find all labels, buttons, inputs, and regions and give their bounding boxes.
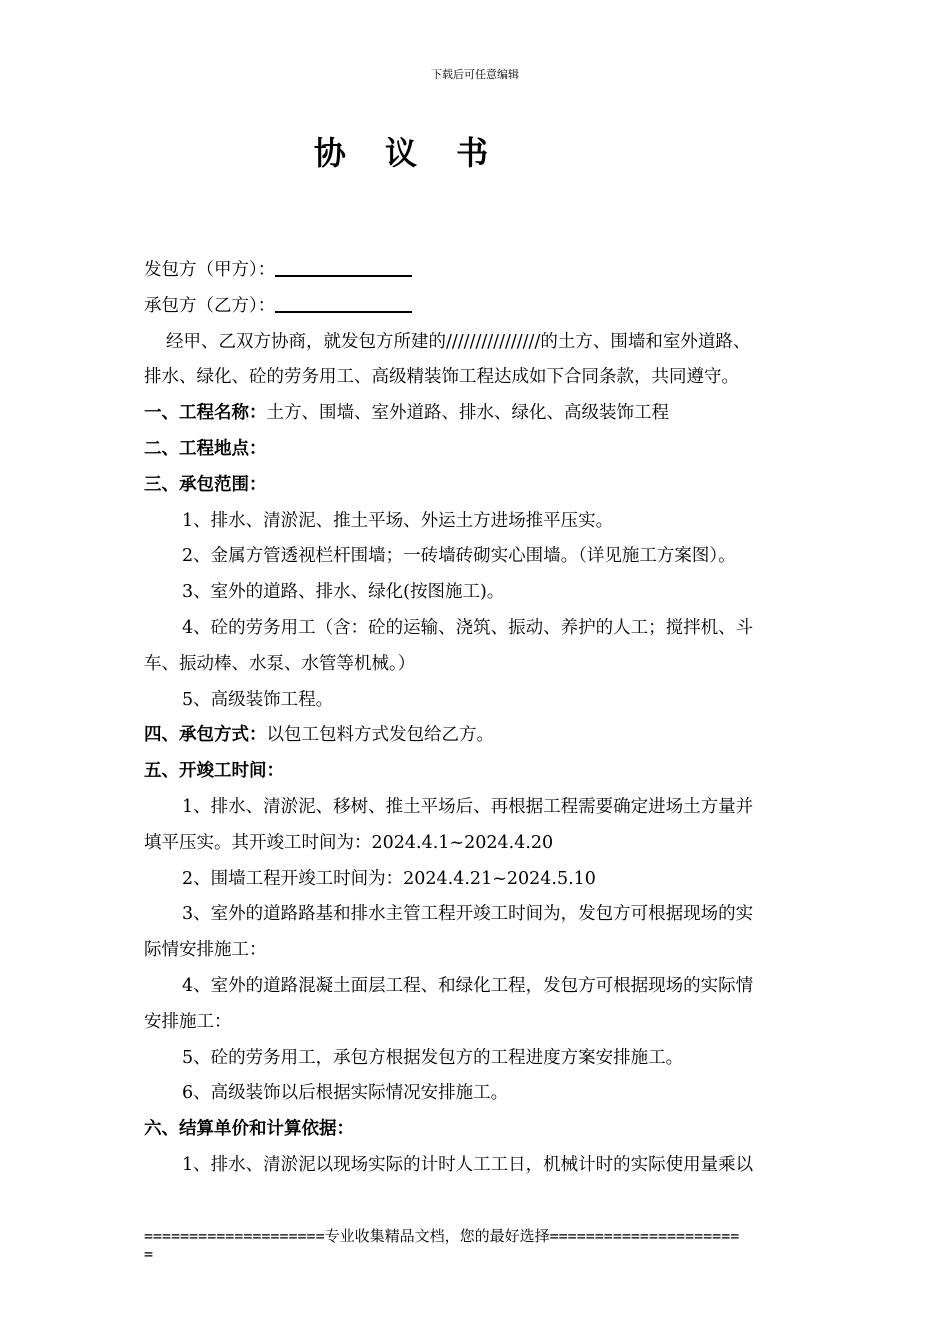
footer-line-2: = <box>144 1245 154 1263</box>
section-6-item-1-line-1: 1、排水、清淤泥以现场实际的计时人工工日，机械计时的实际使用量乘以 <box>182 1154 754 1175</box>
document-title: 协 议 书 <box>313 134 503 172</box>
section-3 <box>144 468 808 504</box>
section-5-item-2: 2、围墙工程开竣工时间为：2024.4.21~2024.5.10 <box>182 868 596 889</box>
party-b-label: 承包方（乙方）： <box>144 295 276 316</box>
section-3-item-2: 2、金属方管透视栏杆围墙；一砖墙砖砌实心围墙。（详见施工方案图）。 <box>182 546 736 567</box>
section-1-text: 土方、围墙、室外道路、排水、绿化、高级装饰工程 <box>266 403 669 424</box>
party-a-line <box>144 253 808 289</box>
section-4 <box>144 718 808 754</box>
header-note: 下载后可任意编辑 <box>431 68 519 81</box>
section-5 <box>144 754 808 790</box>
section-3-item-3: 3、室外的道路、排水、绿化(按图施工)。 <box>182 582 505 603</box>
section-5-item-4-line-2: 安排施工： <box>144 1011 232 1032</box>
section-5-item-4-line-1: 4、室外的道路混凝土面层工程、和绿化工程，发包方可根据现场的实际情 <box>182 975 754 996</box>
party-b-blank <box>275 293 412 313</box>
section-5-item-6: 6、高级装饰以后根据实际情况安排施工。 <box>182 1083 509 1104</box>
section-3-heading: 三、承包范围： <box>144 474 267 495</box>
section-2 <box>144 432 808 468</box>
section-5-heading: 五、开竣工时间： <box>144 761 284 782</box>
section-3-item-4-line-2: 车、振动棒、水泵、水管等机械。） <box>144 653 416 674</box>
section-5-item-5: 5、砼的劳务用工，承包方根据发包方的工程进度方案安排施工。 <box>182 1047 684 1068</box>
section-5-item-1-line-1: 1、排水、清淤泥、移树、推土平场后、再根据工程需要确定进场土方量并 <box>182 796 754 817</box>
section-5-item-3-line-1: 3、室外的道路路基和排水主管工程开竣工时间为，发包方可根据现场的实 <box>182 904 754 925</box>
section-2-heading: 二、工程地点： <box>144 438 267 459</box>
section-5-item-3-line-2: 际情安排施工： <box>144 940 267 961</box>
section-3-item-1: 1、排水、清淤泥、推土平场、外运土方进场推平压实。 <box>182 510 614 531</box>
intro-line-2: 排水、绿化、砼的劳务用工、高级精装饰工程达成如下合同条款，共同遵守。 <box>144 367 739 388</box>
section-1 <box>144 396 808 432</box>
section-5-item-1-line-2: 填平压实。其开竣工时间为：2024.4.1~2024.4.20 <box>144 832 554 853</box>
footer-line-1: ====================专业收集精品文档，您的最好选择===================== <box>144 1227 740 1245</box>
document-body <box>144 253 808 1184</box>
intro-line-1: 经甲、乙双方协商，就发包方所建的////////////////的土方、围墙和室外道路、 <box>166 331 751 352</box>
section-4-text: 以包工包料方式发包给乙方。 <box>266 725 494 746</box>
section-1-heading: 一、工程名称： <box>144 403 267 424</box>
footer <box>144 1227 808 1263</box>
party-b-line <box>144 289 808 325</box>
section-3-item-5: 5、高级装饰工程。 <box>182 689 334 710</box>
section-3-item-4-line-1: 4、砼的劳务用工（含：砼的运输、浇筑、振动、养护的人工；搅拌机、斗 <box>182 617 754 638</box>
party-a-blank <box>275 257 412 277</box>
section-4-heading: 四、承包方式： <box>144 725 267 746</box>
section-6-heading: 六、结算单价和计算依据： <box>144 1119 354 1140</box>
party-a-label: 发包方（甲方）： <box>144 260 276 280</box>
section-6 <box>144 1112 808 1148</box>
